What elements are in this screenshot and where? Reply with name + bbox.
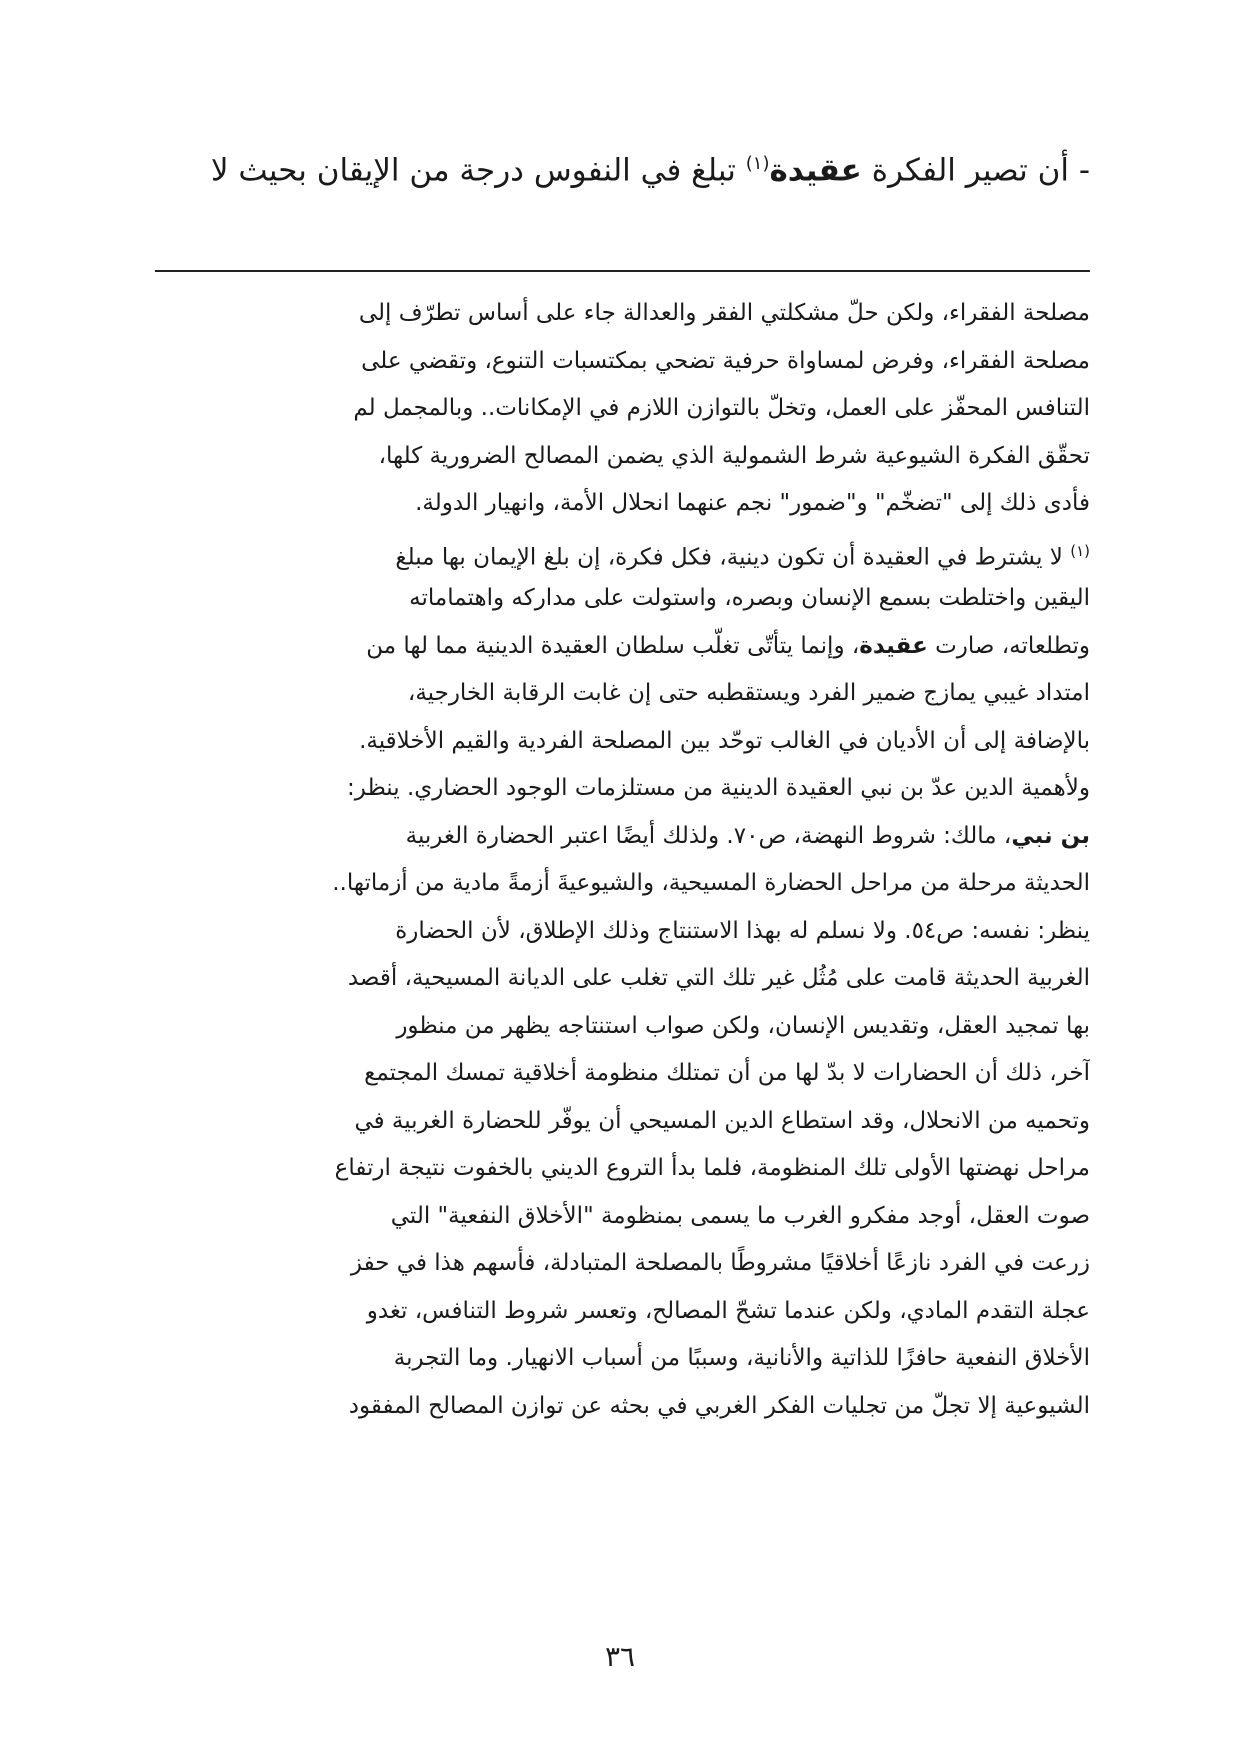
footnote-line: ينظر: نفسه: ص٥٤. ولا نسلم له بهذا الاستنتاج وذلك الإطلاق، لأن الحضارة bbox=[395, 917, 1090, 944]
footnote-line: امتداد غيبي يمازج ضمير الفرد ويستقطبه حتى إن غابت الرقابة الخارجية، bbox=[407, 680, 1090, 706]
footnote-line: اليقين واختلطت بسمع الإنسان وبصره، واستولت على مداركه واهتماماته bbox=[409, 585, 1090, 611]
footnote-line: مصلحة الفقراء، وفرض لمساواة حرفية تضحي بمكتسبات التنوع، وتقضي على bbox=[361, 347, 1090, 374]
footnote-line bbox=[150, 813, 1090, 861]
footnote-line: فأدى ذلك إلى "تضخّم" و"ضمور" نجم عنهما انحلال الأمة، وانهيار الدولة. bbox=[415, 490, 1090, 516]
footnote-line: التنافس المحفّز على العمل، وتخلّ بالتوازن اللازم في الإمكانات.. وبالمجمل لم bbox=[353, 395, 1090, 421]
footnote-line: بها تمجيد العقل، وتقديس الإنسان، ولكن صواب استنتاجه يظهر من منظور bbox=[396, 1012, 1090, 1039]
footnote-line: بالإضافة إلى أن الأديان في الغالب توحّد بين المصلحة الفردية والقيم الأخلاقية. bbox=[359, 727, 1090, 754]
footnote-line: الشيوعية إلا تجلّ من تجليات الفكر الغربي في بحثه عن توازن المصالح المفقود bbox=[348, 1392, 1090, 1419]
footnotes-section bbox=[150, 290, 1090, 1430]
footnote-reference-mark[interactable]: (١) bbox=[745, 153, 770, 174]
footnote-line: عجلة التقدم المادي، ولكن عندما تشحّ المصالح، وتعسر شروط التنافس، تغدو bbox=[366, 1297, 1090, 1324]
footnote-bold-term: عقيدة bbox=[859, 632, 928, 659]
footnote-line: ولأهمية الدين عدّ بن نبي العقيدة الدينية من مستلزمات الوجود الحضاري. ينظر: bbox=[347, 775, 1090, 801]
footnote-line: الحديثة مرحلة من مراحل الحضارة المسيحية، والشيوعيةَ أزمةً مادية من أزماتها.. bbox=[332, 870, 1090, 896]
footnote-separator bbox=[155, 270, 1090, 272]
footnote-line: زرعت في الفرد نازعًا أخلاقيًا مشروطًا بالمصلحة المتبادلة، فأسهم هذا في حفز bbox=[350, 1250, 1090, 1276]
main-text-part1: - أن تصير الفكرة bbox=[861, 152, 1090, 189]
footnote-1-mark: (١) bbox=[1070, 541, 1090, 560]
footnote-text: ، وإنما يتأتّى تغلّب سلطان العقيدة الدينية مما لها من bbox=[366, 632, 860, 659]
footnote-line: وتحميه من الانحلال، وقد استطاع الدين المسيحي أن يوفّر للحضارة الغربية في bbox=[354, 1107, 1090, 1134]
footnote-line bbox=[150, 623, 1090, 671]
footnote-line: الغربية الحديثة قامت على مُثُل غير تلك التي تغلب على الديانة المسيحية، أقصد bbox=[347, 965, 1090, 991]
footnote-line: آخر، ذلك أن الحضارات لا بدّ لها من أن تمتلك منظومة أخلاقية تمسك المجتمع bbox=[364, 1060, 1090, 1086]
footnote-1-line bbox=[150, 528, 1090, 576]
footnote-text: ، مالك: شروط النهضة، ص٧٠. ولذلك أيضًا اعتبر الحضارة الغربية bbox=[405, 822, 1012, 849]
footnote-text: لا يشترط في العقيدة أن تكون دينية، فكل فكرة، إن بلغ الإيمان بها مبلغ bbox=[395, 544, 1071, 571]
footnote-line: مراحل نهضتها الأولى تلك المنظومة، فلما بدأ التروع الديني بالخفوت نتيجة ارتفاع bbox=[334, 1155, 1090, 1181]
main-text-line bbox=[150, 138, 1090, 196]
footnote-text: وتطلعاته، صارت bbox=[927, 632, 1090, 659]
footnote-line: صوت العقل، أوجد مفكرو الغرب ما يسمى بمنظومة "الأخلاق النفعية" التي bbox=[390, 1202, 1090, 1229]
main-text-part2: تبلغ في النفوس درجة من الإيقان بحيث لا bbox=[210, 152, 746, 189]
main-text-bold-term: عقيدة bbox=[769, 152, 862, 189]
footnote-line: مصلحة الفقراء، ولكن حلّ مشكلتي الفقر والعدالة جاء على أساس تطرّف إلى bbox=[358, 300, 1090, 326]
footnote-author-name: بن نبي bbox=[1011, 822, 1090, 849]
page-number: ٣٦ bbox=[604, 1640, 636, 1673]
footnote-line: تحقّق الفكرة الشيوعية شرط الشمولية الذي يضمن المصالح الضرورية كلها، bbox=[378, 442, 1090, 469]
footnote-line: الأخلاق النفعية حافزًا للذاتية والأنانية، وسببًا من أسباب الانهيار. وما التجربة bbox=[393, 1345, 1090, 1371]
